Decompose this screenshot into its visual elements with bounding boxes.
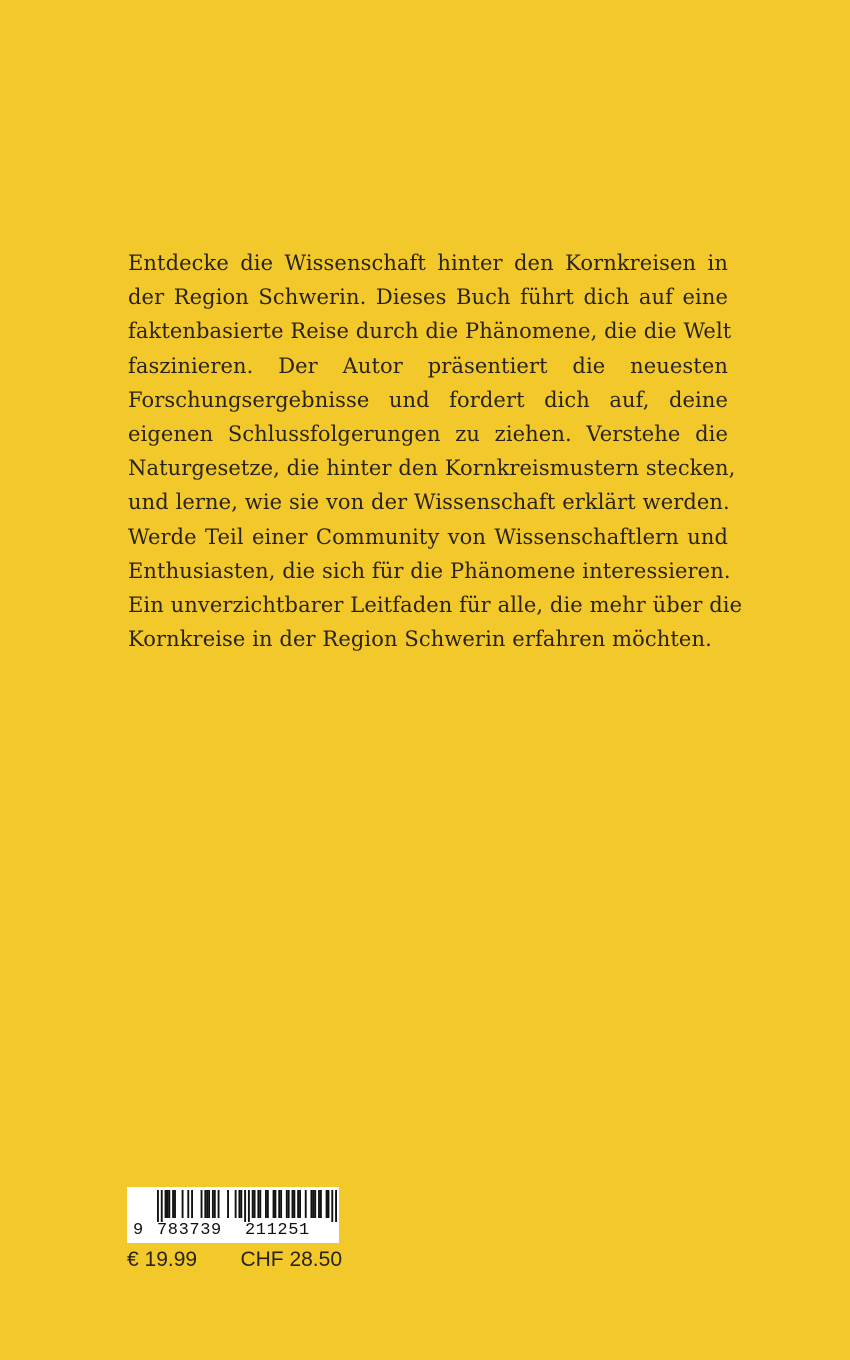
- barcode-bar: [206, 1190, 208, 1218]
- barcode-bar: [191, 1190, 193, 1218]
- barcode-bar: [227, 1190, 229, 1218]
- barcode-bars: [157, 1190, 337, 1222]
- barcode-bar: [235, 1190, 237, 1218]
- isbn-barcode: [127, 1187, 339, 1243]
- barcode-bar: [161, 1190, 163, 1222]
- barcode-bar: [265, 1190, 267, 1218]
- blurb-line: Enthusiasten, die sich für die Phänomene interessieren.: [128, 558, 731, 583]
- barcode-bar: [238, 1190, 240, 1218]
- blurb-line: faktenbasierte Reise durch die Phänomene, die die Welt: [128, 319, 732, 344]
- barcode-bar: [267, 1190, 269, 1218]
- barcode-bar: [297, 1190, 299, 1218]
- price-eur: € 19.99: [127, 1248, 198, 1271]
- barcode-bar: [331, 1190, 333, 1222]
- barcode-bar: [305, 1190, 307, 1218]
- blurb-line: und lerne, wie sie von der Wissenschaft erklärt werden.: [128, 490, 730, 515]
- barcode-bar: [280, 1190, 282, 1218]
- price-chf: CHF 28.50: [240, 1248, 342, 1271]
- barcode-bar: [252, 1190, 254, 1218]
- barcode-bar: [288, 1190, 290, 1218]
- barcode-bar: [278, 1190, 280, 1218]
- price-row: [127, 1248, 342, 1274]
- blurb-line: Entdecke die Wissenschaft hinter den Kornkreisen in: [128, 251, 728, 275]
- barcode-bar: [326, 1190, 328, 1218]
- blurb-text: [128, 246, 743, 656]
- barcode-bar: [293, 1190, 295, 1218]
- blurb-line: eigenen Schlussfolgerungen zu ziehen. Verstehe die: [128, 422, 728, 447]
- barcode-bar: [320, 1190, 322, 1218]
- barcode-bar: [212, 1190, 214, 1218]
- barcode-bar: [201, 1190, 203, 1218]
- barcode-bar: [286, 1190, 288, 1218]
- barcode-bar: [259, 1190, 261, 1218]
- barcode-bar: [187, 1190, 189, 1218]
- barcode-bar: [240, 1190, 242, 1218]
- barcode-bar: [335, 1190, 337, 1222]
- barcode-bar: [248, 1190, 250, 1222]
- isbn-number: [127, 1221, 339, 1241]
- barcode-bar: [312, 1190, 314, 1218]
- barcode-bar: [328, 1190, 330, 1218]
- barcode-bar: [157, 1190, 159, 1222]
- barcode-bar: [257, 1190, 259, 1218]
- barcode-bar: [244, 1190, 246, 1222]
- barcode-bar: [214, 1190, 216, 1218]
- blurb-line: Naturgesetze, die hinter den Kornkreismustern stecken,: [128, 456, 736, 481]
- barcode-bar: [204, 1190, 206, 1218]
- barcode-bar: [165, 1190, 167, 1218]
- barcode-bar: [314, 1190, 316, 1218]
- barcode-bar: [310, 1190, 312, 1218]
- barcode-bar: [218, 1190, 220, 1218]
- blurb-line: Kornkreise in der Region Schwerin erfahren möchten.: [128, 627, 712, 652]
- barcode-bar: [182, 1190, 184, 1218]
- barcode-bar: [166, 1190, 168, 1218]
- barcode-bar: [168, 1190, 170, 1218]
- blurb-line: faszinieren. Der Autor präsentiert die neuesten: [128, 353, 728, 378]
- barcode-bar: [254, 1190, 256, 1218]
- barcode-bar: [274, 1190, 276, 1218]
- blurb-line: Ein unverzichtbarer Leitfaden für alle, die mehr über die: [128, 593, 743, 618]
- blurb-line: der Region Schwerin. Dieses Buch führt dich auf eine: [128, 285, 728, 310]
- isbn-left-group: 783739: [157, 1221, 222, 1240]
- barcode-bar: [174, 1190, 176, 1218]
- isbn-first-digit: 9: [133, 1221, 144, 1240]
- barcode-bar: [318, 1190, 320, 1218]
- barcode-bar: [299, 1190, 301, 1218]
- barcode-bar: [273, 1190, 275, 1218]
- barcode-bar: [208, 1190, 210, 1218]
- isbn-right-group: 211251: [245, 1221, 310, 1240]
- blurb-line: Werde Teil einer Community von Wissenschaftlern und: [128, 524, 728, 549]
- barcode-bar: [292, 1190, 294, 1218]
- blurb-line: Forschungsergebnisse und fordert dich auf, deine: [128, 387, 728, 412]
- barcode-bar: [172, 1190, 174, 1218]
